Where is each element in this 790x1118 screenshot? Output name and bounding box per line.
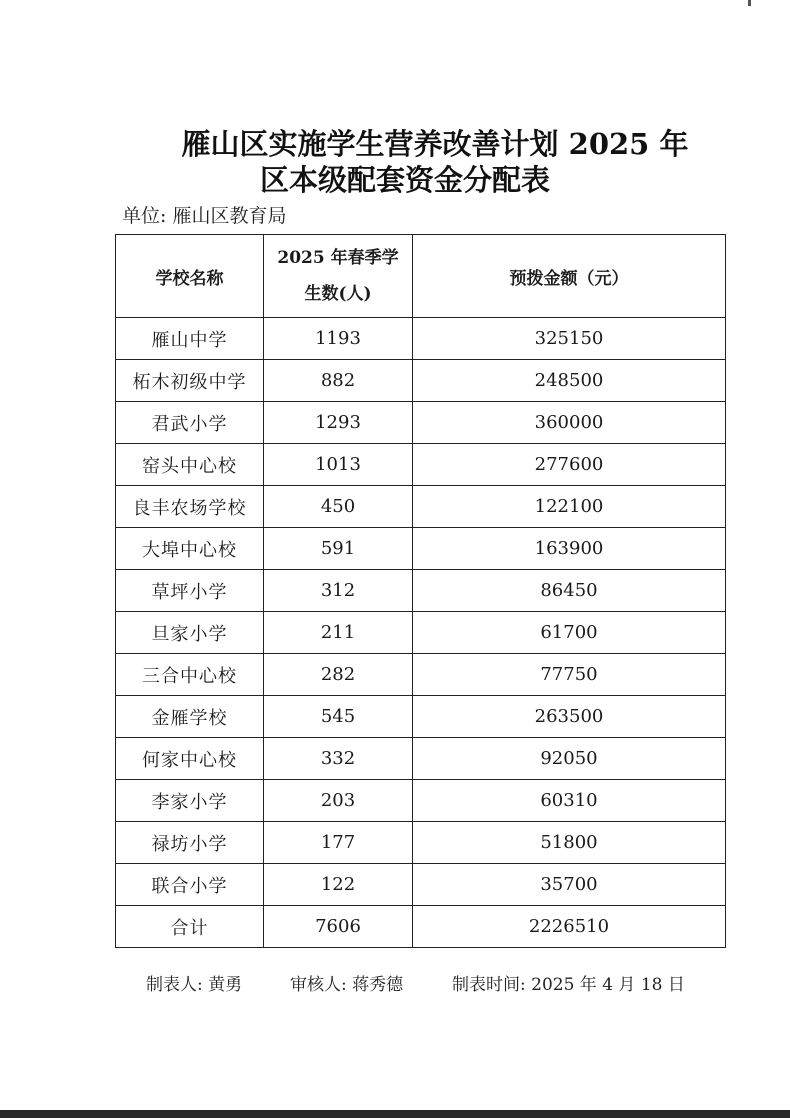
table-row <box>116 528 726 570</box>
student-count-cell: 545 <box>264 696 413 738</box>
amount-cell: 325150 <box>413 318 726 360</box>
header-school-name: 学校名称 <box>116 235 264 318</box>
document-title-line2: 区本级配套资金分配表 <box>259 163 550 197</box>
table-row <box>116 612 726 654</box>
school-name-cell: 何家中心校 <box>116 738 264 780</box>
table-row <box>116 696 726 738</box>
footer-date: 制表时间: 2025 年 4 月 18 日 <box>452 975 685 995</box>
table-row <box>116 654 726 696</box>
amount-cell: 360000 <box>413 402 726 444</box>
amount-cell: 263500 <box>413 696 726 738</box>
student-count-cell: 203 <box>264 780 413 822</box>
unit-label: 单位: 雁山区教育局 <box>122 205 287 227</box>
total-amount-cell: 2226510 <box>413 906 726 948</box>
student-count-cell: 332 <box>264 738 413 780</box>
footer-maker: 制表人: 黄勇 <box>146 975 243 995</box>
student-count-cell: 882 <box>264 360 413 402</box>
amount-cell: 92050 <box>413 738 726 780</box>
school-name-cell: 金雁学校 <box>116 696 264 738</box>
table-header-row <box>116 235 726 318</box>
school-name-cell: 君武小学 <box>116 402 264 444</box>
school-name-cell: 三合中心校 <box>116 654 264 696</box>
school-name-cell: 联合小学 <box>116 864 264 906</box>
school-name-cell: 草坪小学 <box>116 570 264 612</box>
amount-cell: 51800 <box>413 822 726 864</box>
student-count-cell: 1293 <box>264 402 413 444</box>
table-row <box>116 360 726 402</box>
student-count-cell: 177 <box>264 822 413 864</box>
table-row <box>116 486 726 528</box>
total-students-cell: 7606 <box>264 906 413 948</box>
student-count-cell: 1013 <box>264 444 413 486</box>
student-count-cell: 122 <box>264 864 413 906</box>
school-name-cell: 禄坊小学 <box>116 822 264 864</box>
amount-cell: 163900 <box>413 528 726 570</box>
table-row <box>116 444 726 486</box>
allocation-table <box>115 234 726 948</box>
document-title-line1: 雁山区实施学生营养改善计划 2025 年 <box>181 127 689 161</box>
amount-cell: 86450 <box>413 570 726 612</box>
student-count-cell: 282 <box>264 654 413 696</box>
table-row <box>116 864 726 906</box>
student-count-cell: 211 <box>264 612 413 654</box>
table-row <box>116 570 726 612</box>
table-row <box>116 318 726 360</box>
student-count-cell: 312 <box>264 570 413 612</box>
header-amount: 预拨金额（元） <box>413 235 726 318</box>
school-name-cell: 雁山中学 <box>116 318 264 360</box>
table-row <box>116 738 726 780</box>
scan-bottom-edge <box>0 1110 790 1118</box>
header-student-count-line1: 2025 年春季学 <box>277 248 399 268</box>
total-label-cell: 合计 <box>116 906 264 948</box>
school-name-cell: 柘木初级中学 <box>116 360 264 402</box>
school-name-cell: 李家小学 <box>116 780 264 822</box>
table-row <box>116 402 726 444</box>
amount-cell: 77750 <box>413 654 726 696</box>
school-name-cell: 大埠中心校 <box>116 528 264 570</box>
header-student-count-line2: 生数(人) <box>304 284 372 304</box>
student-count-cell: 1193 <box>264 318 413 360</box>
amount-cell: 35700 <box>413 864 726 906</box>
school-name-cell: 良丰农场学校 <box>116 486 264 528</box>
amount-cell: 122100 <box>413 486 726 528</box>
header-student-count <box>264 235 413 318</box>
footer-reviewer: 审核人: 蒋秀德 <box>290 975 404 995</box>
table-row <box>116 780 726 822</box>
table-row <box>116 822 726 864</box>
school-name-cell: 旦家小学 <box>116 612 264 654</box>
total-row <box>116 906 726 948</box>
amount-cell: 277600 <box>413 444 726 486</box>
amount-cell: 61700 <box>413 612 726 654</box>
scan-mark <box>748 0 751 6</box>
student-count-cell: 591 <box>264 528 413 570</box>
amount-cell: 248500 <box>413 360 726 402</box>
student-count-cell: 450 <box>264 486 413 528</box>
school-name-cell: 窑头中心校 <box>116 444 264 486</box>
amount-cell: 60310 <box>413 780 726 822</box>
